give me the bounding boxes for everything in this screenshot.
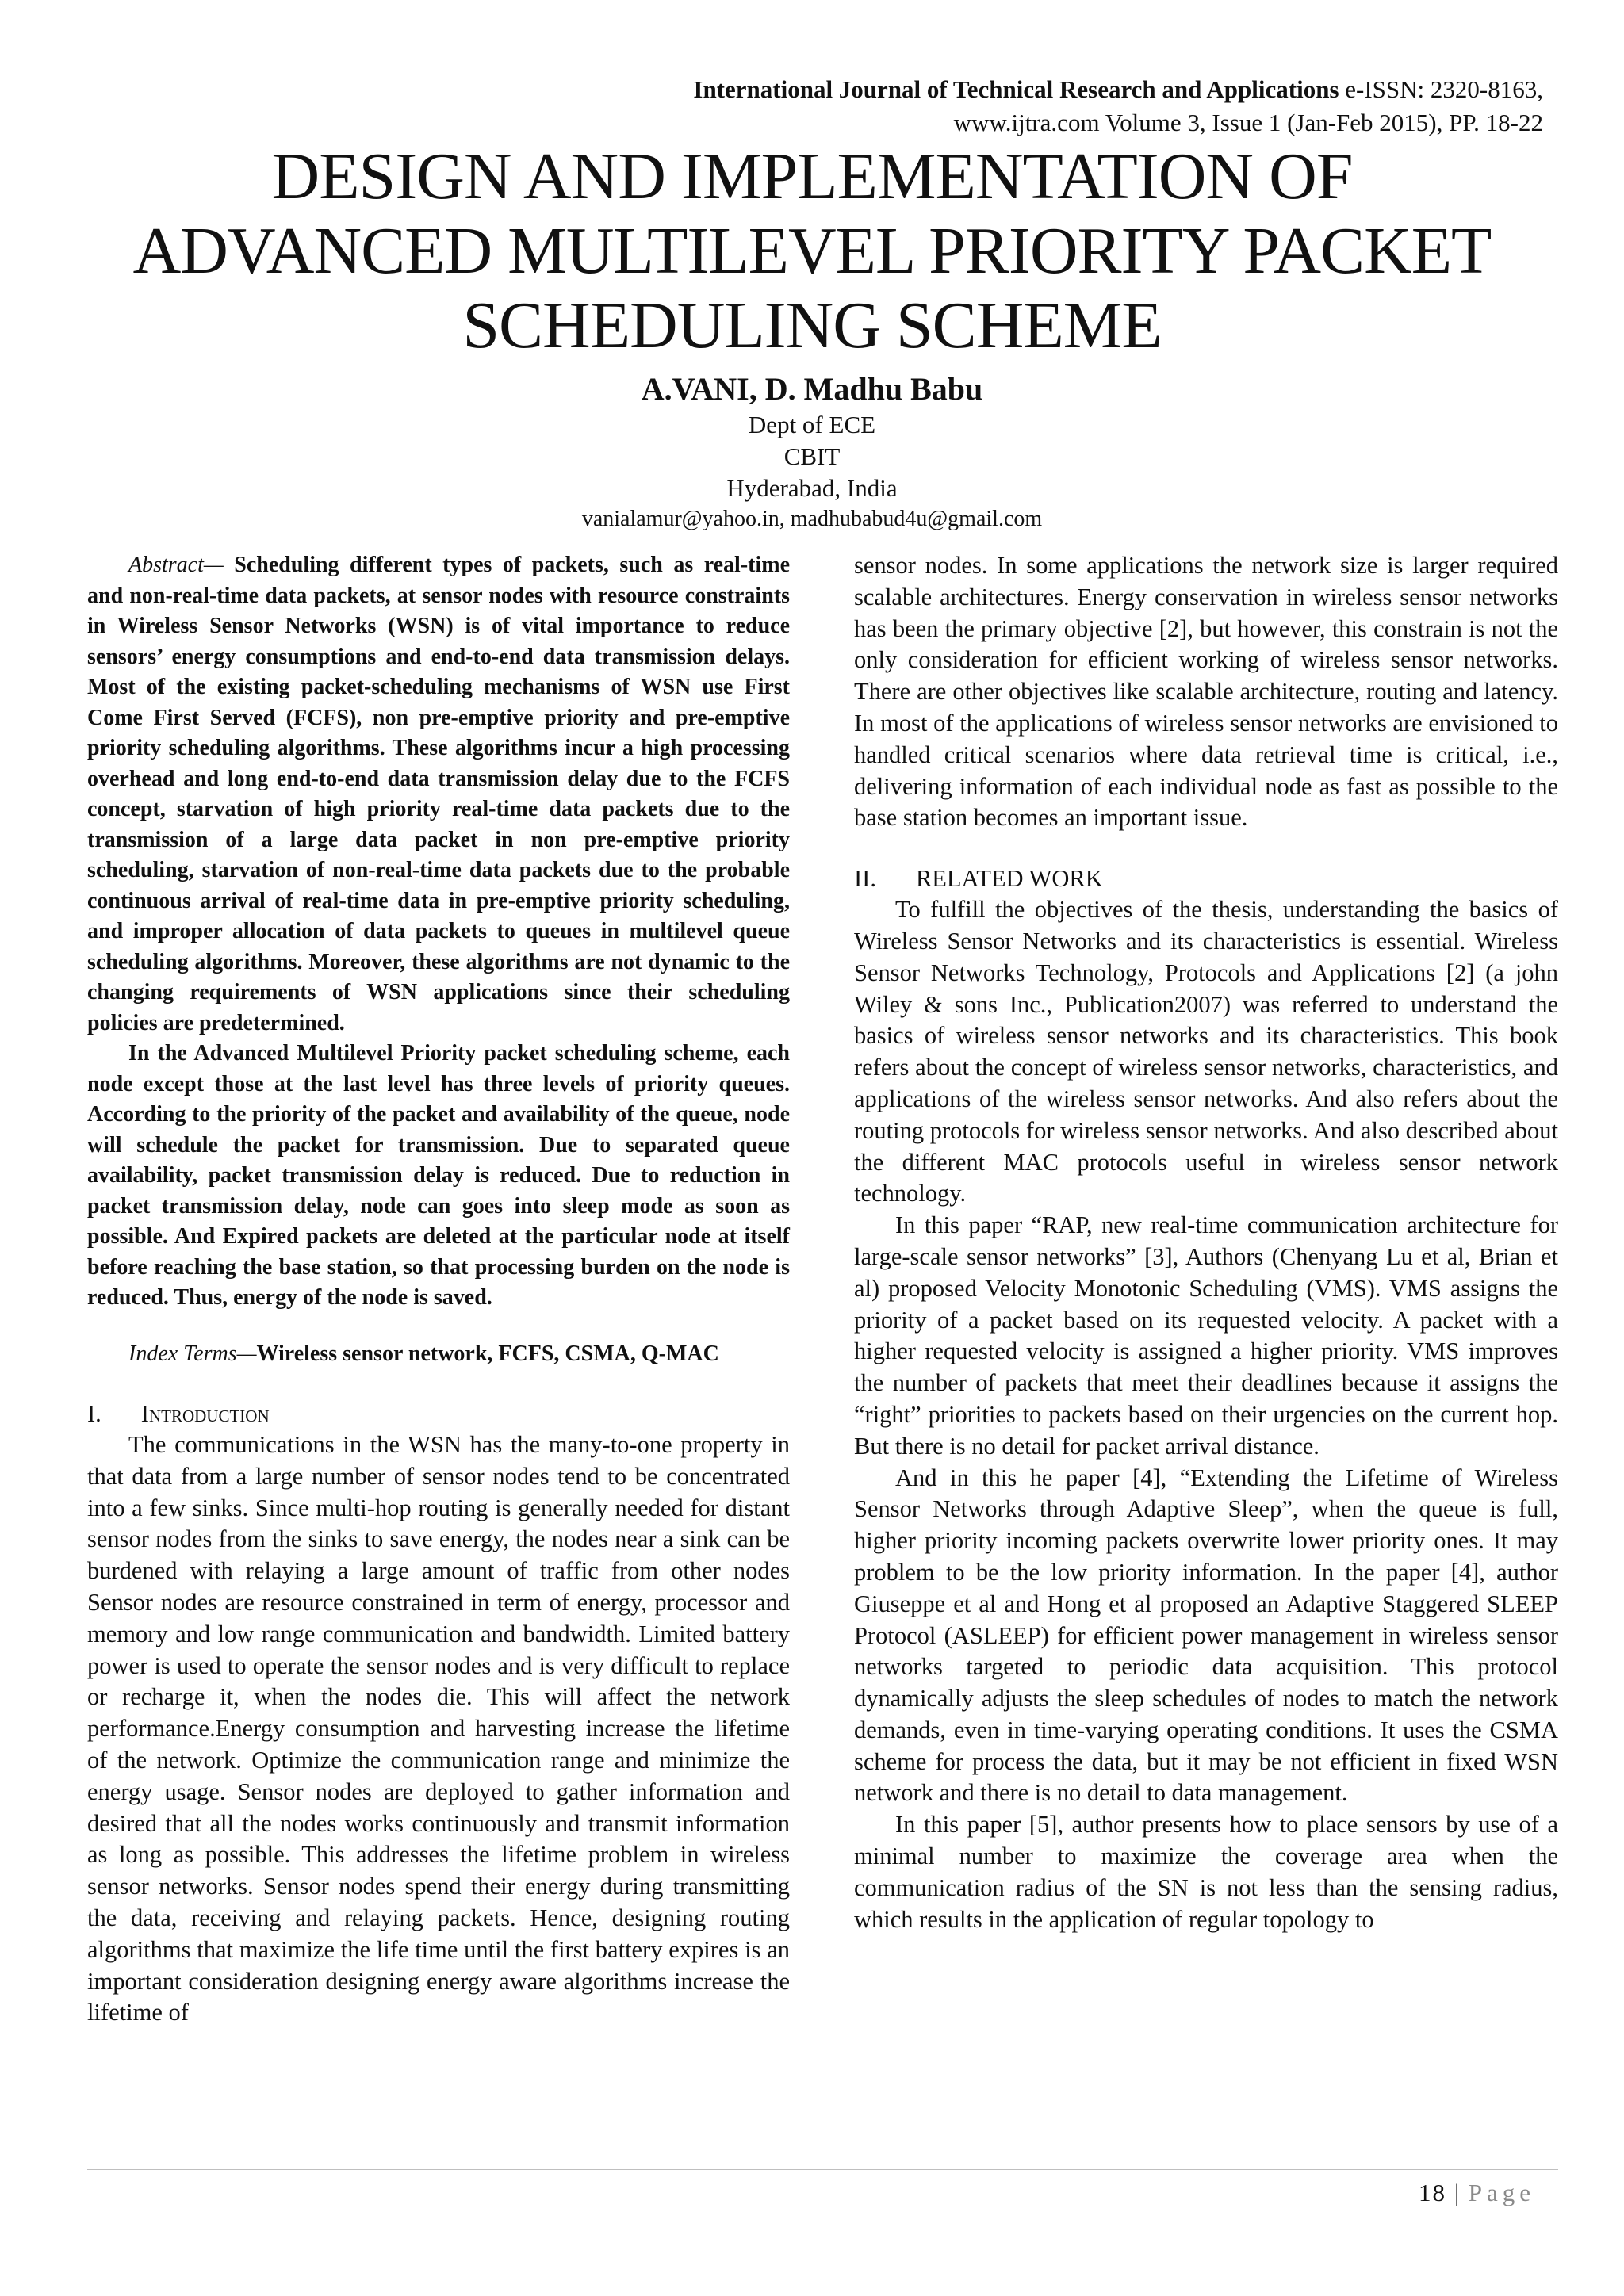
paper-title bbox=[0, 140, 1624, 363]
page-label: Page bbox=[1468, 2179, 1535, 2206]
footer-divider bbox=[87, 2169, 1558, 2170]
section-heading-introduction bbox=[87, 1398, 790, 1429]
author-location: Hyderabad, India bbox=[726, 474, 898, 502]
abstract-label: Abstract— bbox=[128, 553, 224, 577]
introduction-paragraph-1: The communications in the WSN has the many-to-one property in that data from a large number of sensor nodes tend to be concentrated into a few sinks. Since multi-hop routing is generally needed for distant sensor nodes from the sinks to save energy, the nodes near a sink can be burdened with relaying a large amount of traffic from other nodes Sensor nodes are resource constrained in term of energy, processor and memory and low range communication and bandwidth. Limited battery power is used to operate the sensor nodes and is very difficult to replace or recharge it, when the nodes die. This will affect the network performance.Energy consumption and harvesting increase the lifetime of the network. Optimize the communication range and minimize the energy usage. Sensor nodes are deployed to gather information and desired that all the nodes works continuously and transmit information as long as possible. This addresses the lifetime problem in wireless sensor networks. Sensor nodes spend their energy during transmitting the data, receiving and relaying packets. Hence, designing routing algorithms that maximize the life time until the first battery expires is an important consideration designing energy aware algorithms increase the lifetime of bbox=[87, 1431, 790, 2026]
author-block bbox=[0, 369, 1624, 534]
right-column bbox=[854, 550, 1558, 1935]
journal-header bbox=[693, 73, 1543, 140]
abstract-paragraph-1 bbox=[87, 550, 790, 1039]
page-number: 18 bbox=[1419, 2179, 1447, 2206]
author-institution: CBIT bbox=[783, 442, 841, 470]
index-terms bbox=[87, 1339, 790, 1370]
abstract-text-1: Scheduling different types of packets, such as real-time and non-real-time data packets, at sensor nodes with resource constraints in Wireless Sensor Networks (WSN) is of vital importance to reduce sensors’ energy consumptions and end-to-end data transmission delays. Most of the existing packet-scheduling mechanisms of WSN use First Come First Served (FCFS), non pre-emptive priority and pre-emptive priority scheduling algorithms. These algorithms incur a high processing overhead and long end-to-end data transmission delay due to the FCFS concept, starvation of high priority real-time data packets due to the transmission of a large data packet in non pre-emptive priority scheduling, starvation of non-real-time data packets due to the probable continuous arrival of real-time data in pre-emptive priority scheduling, and improper allocation of data packets to queues in multilevel queue scheduling algorithms. Moreover, these algorithms are not dynamic to the changing requirements of WSN applications since their scheduling policies are predetermined. bbox=[87, 553, 791, 1035]
journal-volume-line: www.ijtra.com Volume 3, Issue 1 (Jan-Feb 2015), PP. 18-22 bbox=[953, 109, 1543, 136]
section-2-title: RELATED WORK bbox=[915, 865, 1103, 893]
page-footer bbox=[1419, 2179, 1535, 2207]
author-emails: vanialamur@yahoo.in, madhubabud4u@gmail.com bbox=[581, 507, 1043, 531]
journal-issn: e-ISSN: 2320-8163, bbox=[1345, 75, 1543, 103]
title-line-1: DESIGN AND IMPLEMENTATION OF bbox=[271, 140, 1353, 213]
introduction-paragraph-continued: sensor nodes. In some applications the network size is larger required scalable architectures. Energy conservation in wireless sensor networks has been the primary objective [2], but however, this constrain is not the only consideration for efficient working of wireless sensor networks. There are other objectives like scalable architecture, routing and latency. In most of the applications of wireless sensor networks are envisioned to handled critical scenarios where data retrieval time is critical, i.e., delivering information of each individual node as fast as possible to the base station becomes an important issue. bbox=[854, 552, 1558, 832]
author-dept: Dept of ECE bbox=[748, 411, 876, 438]
related-work-paragraph-1: To fulfill the objectives of the thesis, understanding the basics of Wireless Sensor Networks and its characteristics is essential. Wireless Sensor Networks Technology, Protocols and Applications [2] (a john Wiley & sons Inc., Publication2007) was referred to understand the basics of wireless sensor networks and its characteristics. This book refers about the concept of wireless sensor networks, characteristics, and applications of the wireless sensor networks. And also refers about the routing protocols for wireless sensor networks. And also described about the different MAC protocols useful in wireless sensor network technology. bbox=[854, 896, 1558, 1207]
section-heading-related-work bbox=[854, 863, 1558, 894]
section-1-title: Introduction bbox=[140, 1400, 270, 1427]
related-work-paragraph-2: In this paper “RAP, new real-time communication architecture for large-scale sensor networks” [3], Authors (Chenyang Lu et al, Brian et al) proposed Velocity Monotonic Scheduling (VMS). VMS assigns the priority of a packet based on its requested velocity. A packet with a higher requested velocity is assigned a higher priority. VMS improves the number of packets that meet their deadlines because it assigns the “right” priorities to packets based on their urgencies on the current hop. But there is no detail for packet arrival distance. bbox=[854, 1211, 1558, 1460]
index-terms-label: Index Terms— bbox=[128, 1341, 257, 1366]
footer-separator: | bbox=[1454, 2179, 1461, 2206]
related-work-paragraph-3: And in this he paper [4], “Extending the Lifetime of Wireless Sensor Networks through Adaptive Sleep”, when the queue is full, higher priority incoming packets overwrite lower priority ones. It may problem to be the low priority information. In the paper [4], author Giuseppe et al and Hong et al proposed an Adaptive Staggered SLEEP Protocol (ASLEEP) for efficient power management in wireless sensor networks targeted to periodic data acquisition. This protocol dynamically adjusts the sleep schedules of nodes to match the network demands, even in time-varying operating conditions. It uses the CSMA scheme for process the data, but it may be not efficient in fixed WSN network and there is no detail to data management. bbox=[854, 1464, 1558, 1807]
related-work-paragraph-4: In this paper [5], author presents how to place sensors by use of a minimal number to maximize the coverage area when the communication radius of the SN is not less than the sensing radius, which results in the application of regular topology to bbox=[854, 1811, 1558, 1933]
left-column bbox=[87, 550, 790, 2029]
journal-name: International Journal of Technical Research and Applications bbox=[693, 75, 1339, 103]
abstract-paragraph-2: In the Advanced Multilevel Priority packet scheduling scheme, each node except those at the last level has three levels of priority queues. According to the priority of the packet and availability of the queue, node will schedule the packet for transmission. Due to separated queue availability, packet transmission delay is reduced. Due to reduction in packet transmission delay, node can goes into sleep mode as soon as possible. And Expired packets are deleted at the particular node at itself before reaching the base station, so that processing burden on the node is reduced. Thus, energy of the node is saved. bbox=[87, 1041, 790, 1310]
section-1-number: I. bbox=[87, 1400, 102, 1427]
section-2-number: II. bbox=[854, 865, 876, 893]
title-line-3: SCHEDULING SCHEME bbox=[462, 289, 1162, 362]
title-line-2: ADVANCED MULTILEVEL PRIORITY PACKET bbox=[132, 214, 1492, 288]
author-names: A.VANI, D. Madhu Babu bbox=[641, 371, 983, 407]
index-terms-text: Wireless sensor network, FCFS, CSMA, Q-MAC bbox=[256, 1341, 719, 1366]
